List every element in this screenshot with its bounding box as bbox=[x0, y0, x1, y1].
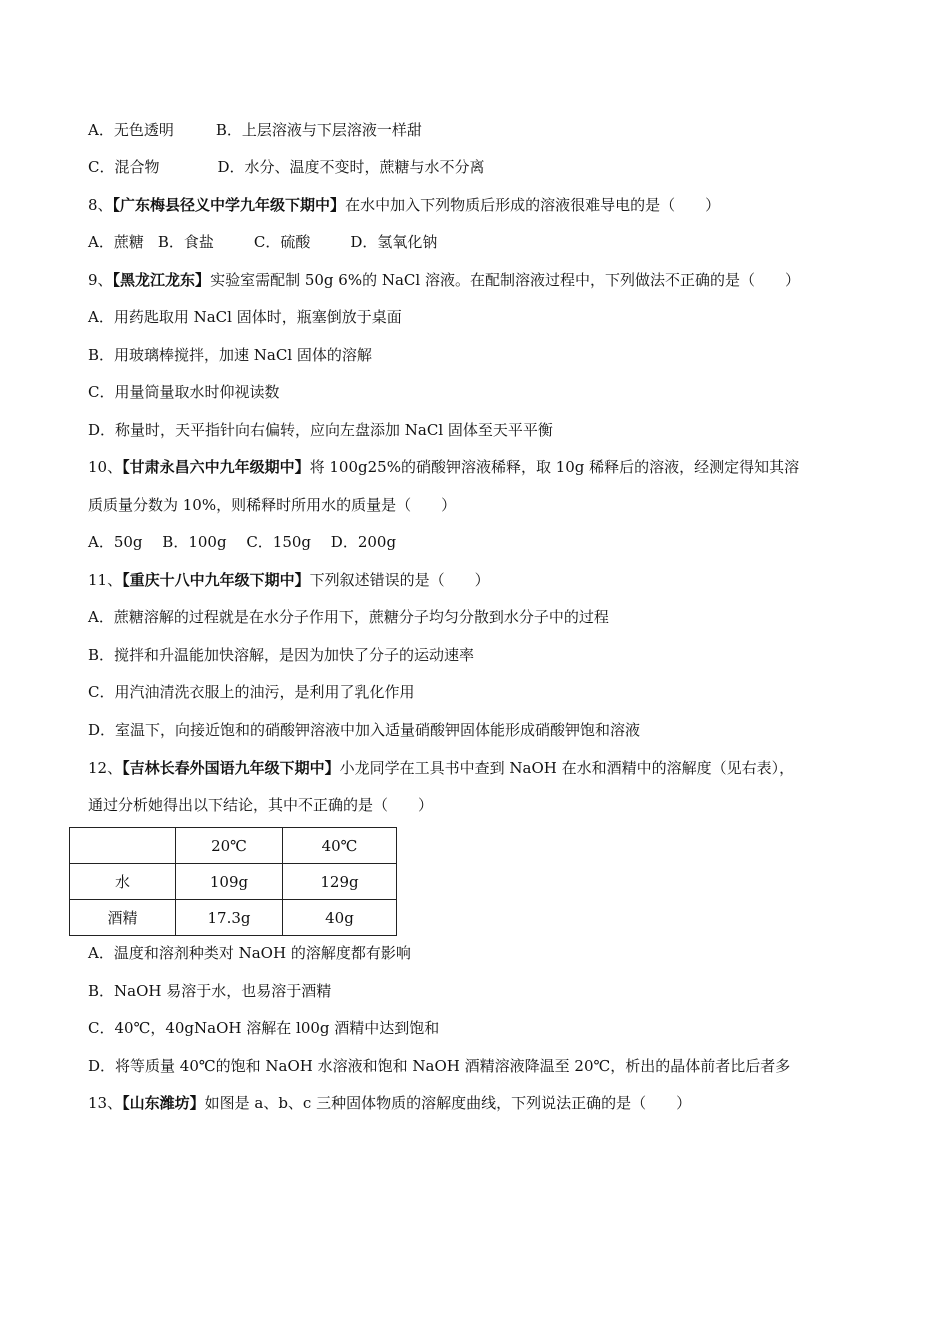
table-cell: 109g bbox=[176, 864, 283, 900]
q10-stem-line-1 bbox=[88, 457, 799, 477]
question-source: 【甘肃永昌六中九年级期中】 bbox=[122, 458, 310, 476]
q11-option-d: D．室温下，向接近饱和的硝酸钾溶液中加入适量硝酸钾固体能形成硝酸钾饱和溶液 bbox=[88, 721, 641, 739]
q9-option-d: D．称量时，天平指针向右偏转，应向左盘添加 NaCl 固体至天平平衡 bbox=[88, 421, 553, 439]
question-text: 实验室需配制 50g 6%的 NaCl 溶液。在配制溶液过程中，下列做法不正确的是（ ） bbox=[210, 271, 800, 289]
q11-option-c: C．用汽油清洗衣服上的油污，是利用了乳化作用 bbox=[88, 683, 415, 701]
q8-options bbox=[88, 232, 437, 252]
q10-options: A．50g B．100g C．150g D．200g bbox=[88, 533, 397, 551]
question-number: 13、 bbox=[88, 1094, 123, 1112]
question-source: 【广东梅县径义中学九年级下期中】 bbox=[112, 196, 346, 214]
q9-option-a: A．用药匙取用 NaCl 固体时，瓶塞倒放于桌面 bbox=[88, 308, 402, 326]
table-header-cell bbox=[70, 828, 176, 864]
solubility-table bbox=[69, 827, 397, 936]
question-text: 下列叙述错误的是（ ） bbox=[309, 571, 490, 589]
table-header-cell: 20℃ bbox=[176, 828, 283, 864]
question-source: 【山东潍坊】 bbox=[122, 1094, 205, 1112]
q9-option-b: B．用玻璃棒搅拌，加速 NaCl 固体的溶解 bbox=[88, 346, 372, 364]
q7-option-d: D．水分、温度不变时，蔗糖与水不分离 bbox=[217, 158, 485, 176]
q7-options-row-1 bbox=[88, 120, 422, 140]
question-text: 小龙同学在工具书中查到 NaOH 在水和酒精中的溶解度（见右表）， bbox=[339, 759, 795, 777]
question-number: 9、 bbox=[88, 271, 113, 289]
q7-option-a: A．无色透明 bbox=[88, 121, 174, 139]
q8-option-d: D．氢氧化钠 bbox=[350, 233, 438, 251]
q9-stem bbox=[88, 270, 800, 290]
q12-option-d: D．将等质量 40℃的饱和 NaOH 水溶液和饱和 NaOH 酒精溶液降温至 20℃，析出的晶体前者比后者多 bbox=[88, 1057, 791, 1075]
q8-option-a: A．蔗糖 bbox=[88, 233, 144, 251]
question-number: 10、 bbox=[88, 458, 123, 476]
q12-stem-line-2: 通过分析她得出以下结论，其中不正确的是（ ） bbox=[88, 796, 434, 814]
q12-option-b: B．NaOH 易溶于水，也易溶于酒精 bbox=[88, 982, 332, 1000]
question-text: 如图是 a、b、c 三种固体物质的溶解度曲线，下列说法正确的是（ ） bbox=[204, 1094, 692, 1112]
question-text: 将 100g25%的硝酸钾溶液稀释，取 10g 稀释后的溶液，经测定得知其溶 bbox=[309, 458, 800, 476]
question-text: 在水中加入下列物质后形成的溶液很难导电的是（ ） bbox=[345, 196, 721, 214]
question-source: 【黑龙江龙东】 bbox=[112, 271, 211, 289]
question-source: 【吉林长春外国语九年级下期中】 bbox=[122, 759, 340, 777]
table-cell: 水 bbox=[70, 864, 176, 900]
table-cell: 酒精 bbox=[70, 900, 176, 936]
q8-option-c: C．硫酸 bbox=[253, 233, 311, 251]
table-row bbox=[70, 900, 397, 936]
q7-option-b: B．上层溶液与下层溶液一样甜 bbox=[215, 121, 422, 139]
q11-option-b: B．搅拌和升温能加快溶解，是因为加快了分子的运动速率 bbox=[88, 646, 475, 664]
table-header-row bbox=[70, 828, 397, 864]
table-cell: 129g bbox=[283, 864, 397, 900]
q12-stem-line-1 bbox=[88, 758, 794, 778]
question-number: 8、 bbox=[88, 196, 113, 214]
question-number: 11、 bbox=[88, 571, 123, 589]
table-row bbox=[70, 864, 397, 900]
table-cell: 17.3g bbox=[176, 900, 283, 936]
q12-option-a: A．温度和溶剂种类对 NaOH 的溶解度都有影响 bbox=[88, 944, 411, 962]
q12-option-c: C．40℃，40gNaOH 溶解在 l00g 酒精中达到饱和 bbox=[88, 1019, 440, 1037]
question-source: 【重庆十八中九年级下期中】 bbox=[122, 571, 310, 589]
q13-stem bbox=[88, 1093, 691, 1113]
q8-stem bbox=[88, 195, 720, 215]
q7-option-c: C．混合物 bbox=[88, 158, 160, 176]
table-cell: 40g bbox=[283, 900, 397, 936]
question-number: 12、 bbox=[88, 759, 123, 777]
q7-options-row-2 bbox=[88, 157, 485, 177]
table-header-cell: 40℃ bbox=[283, 828, 397, 864]
q9-option-c: C．用量筒量取水时仰视读数 bbox=[88, 383, 280, 401]
q11-stem bbox=[88, 570, 490, 590]
q10-stem-line-2: 质质量分数为 10%，则稀释时所用水的质量是（ ） bbox=[88, 496, 457, 514]
q8-option-b: B．食盐 bbox=[157, 233, 214, 251]
q11-option-a: A．蔗糖溶解的过程就是在水分子作用下，蔗糖分子均匀分散到水分子中的过程 bbox=[88, 608, 609, 626]
